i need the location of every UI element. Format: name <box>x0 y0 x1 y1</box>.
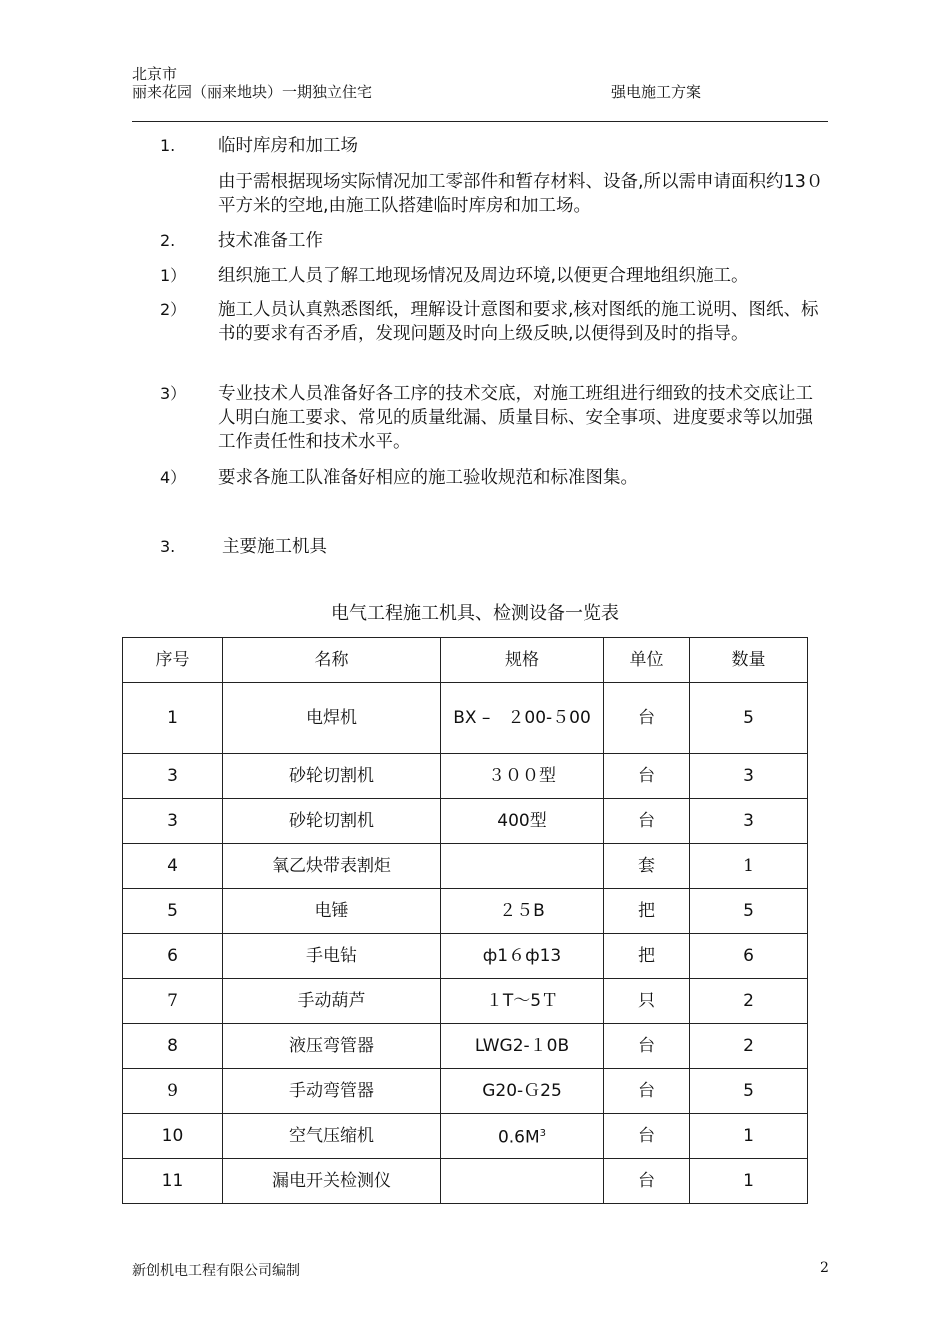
cell-qty: 5 <box>690 683 808 754</box>
section-heading: 主要施工机具 <box>222 537 327 557</box>
cell-name: 手动葫芦 <box>223 979 441 1024</box>
section-number: 3. <box>160 537 176 556</box>
section-heading: 技术准备工作 <box>218 231 323 251</box>
cell-seq: 8 <box>123 1024 223 1069</box>
table-row <box>123 889 808 934</box>
section-heading: 临时库房和加工场 <box>218 136 358 156</box>
column-header-name: 名称 <box>223 638 441 683</box>
cell-unit: 台 <box>604 683 690 754</box>
list-number: 1） <box>160 266 187 285</box>
header-project: 丽来花园（丽来地块）一期独立住宅 <box>132 83 373 101</box>
cell-unit: 台 <box>604 754 690 799</box>
table-row <box>123 683 808 754</box>
cell-qty: 5 <box>690 889 808 934</box>
cell-seq: 5 <box>123 889 223 934</box>
cell-seq: 7 <box>123 979 223 1024</box>
cell-unit: 台 <box>604 1114 690 1159</box>
cell-qty: 6 <box>690 934 808 979</box>
list-number: 2） <box>160 300 187 319</box>
cell-qty: 5 <box>690 1069 808 1114</box>
cell-qty: 3 <box>690 754 808 799</box>
cell-spec: G20-Ｇ25 <box>441 1069 604 1114</box>
cell-name: 氧乙炔带表割炬 <box>223 844 441 889</box>
cell-spec <box>441 1114 604 1159</box>
cell-seq: 3 <box>123 799 223 844</box>
cell-spec: １T～5Ｔ <box>441 979 604 1024</box>
cell-seq: 4 <box>123 844 223 889</box>
list-item: 施工人员认真熟悉图纸，理解设计意图和要求,核对图纸的施工说明、图纸、标书的要求有否矛盾，发现问题及时向上级反映,以便得到及时的指导。 <box>218 300 819 344</box>
cell-seq: 9 <box>123 1069 223 1114</box>
cell-spec: ２５B <box>441 889 604 934</box>
cell-spec: 400型 <box>441 799 604 844</box>
cell-spec <box>441 1159 604 1204</box>
cell-name: 砂轮切割机 <box>223 754 441 799</box>
cell-unit: 把 <box>604 889 690 934</box>
table-row <box>123 799 808 844</box>
table-header-row <box>123 638 808 683</box>
list-number: 3） <box>160 384 187 403</box>
cell-unit: 台 <box>604 1069 690 1114</box>
footer-company: 新创机电工程有限公司编制 <box>132 1263 300 1279</box>
spec-value: 0.6M <box>497 1127 540 1148</box>
cell-seq: 1 <box>123 683 223 754</box>
section-number: 1. <box>160 136 176 155</box>
paragraph: 由于需根据现场实际情况加工零部件和暂存材料、设备,所以需申请面积约13０平方米的空地,由施工队搭建临时库房和加工场。 <box>218 172 824 216</box>
cell-name: 手电钻 <box>223 934 441 979</box>
cell-name: 空气压缩机 <box>223 1114 441 1159</box>
cell-spec: ３００型 <box>441 754 604 799</box>
table-row <box>123 1024 808 1069</box>
column-header-spec: 规格 <box>441 638 604 683</box>
cell-spec: ф1６ф13 <box>441 934 604 979</box>
cell-name: 砂轮切割机 <box>223 799 441 844</box>
section-number: 2. <box>160 231 176 250</box>
cell-seq: 10 <box>123 1114 223 1159</box>
cell-name: 电焊机 <box>223 683 441 754</box>
list-item: 专业技术人员准备好各工序的技术交底，对施工班组进行细致的技术交底让工人明白施工要求、常见的质量纰漏、质量目标、安全事项、进度要求等以加强工作责任性和技术水平。 <box>218 384 813 452</box>
cell-qty: 3 <box>690 799 808 844</box>
cell-unit: 套 <box>604 844 690 889</box>
header-divider <box>132 121 828 122</box>
table-row <box>123 844 808 889</box>
table-row <box>123 979 808 1024</box>
table-row <box>123 754 808 799</box>
cell-name: 手动弯管器 <box>223 1069 441 1114</box>
cell-spec <box>441 844 604 889</box>
cell-seq: 6 <box>123 934 223 979</box>
equipment-table <box>122 637 808 1204</box>
table-row <box>123 1159 808 1204</box>
table-row <box>123 1069 808 1114</box>
table-row <box>123 1114 808 1159</box>
column-header-qty: 数量 <box>690 638 808 683</box>
header-doc-title: 强电施工方案 <box>611 83 702 101</box>
list-item: 组织施工人员了解工地现场情况及周边环境,以便更合理地组织施工。 <box>218 266 749 286</box>
column-header-seq: 序号 <box>123 638 223 683</box>
header-city: 北京市 <box>132 65 178 83</box>
table-title: 电气工程施工机具、检测设备一览表 <box>331 603 619 624</box>
footer-page-number: 2 <box>820 1260 829 1276</box>
cell-qty: 2 <box>690 979 808 1024</box>
cell-unit: 台 <box>604 1159 690 1204</box>
cell-qty: 2 <box>690 1024 808 1069</box>
table-row <box>123 934 808 979</box>
cell-name: 电锤 <box>223 889 441 934</box>
cell-seq: 3 <box>123 754 223 799</box>
cell-qty: 1 <box>690 1114 808 1159</box>
cell-unit: 台 <box>604 1024 690 1069</box>
column-header-unit: 单位 <box>604 638 690 683</box>
cell-unit: 台 <box>604 799 690 844</box>
list-item: 要求各施工队准备好相应的施工验收规范和标准图集。 <box>218 468 638 488</box>
spec-superscript: 3 <box>539 1128 547 1140</box>
list-number: 4） <box>160 468 187 487</box>
cell-spec: BX – ２00-５00 <box>441 683 604 754</box>
cell-unit: 只 <box>604 979 690 1024</box>
cell-qty: 1 <box>690 1159 808 1204</box>
cell-spec: LWG2-１0B <box>441 1024 604 1069</box>
cell-unit: 把 <box>604 934 690 979</box>
cell-seq: 11 <box>123 1159 223 1204</box>
cell-name: 漏电开关检测仪 <box>223 1159 441 1204</box>
cell-name: 液压弯管器 <box>223 1024 441 1069</box>
cell-qty: 1 <box>690 844 808 889</box>
